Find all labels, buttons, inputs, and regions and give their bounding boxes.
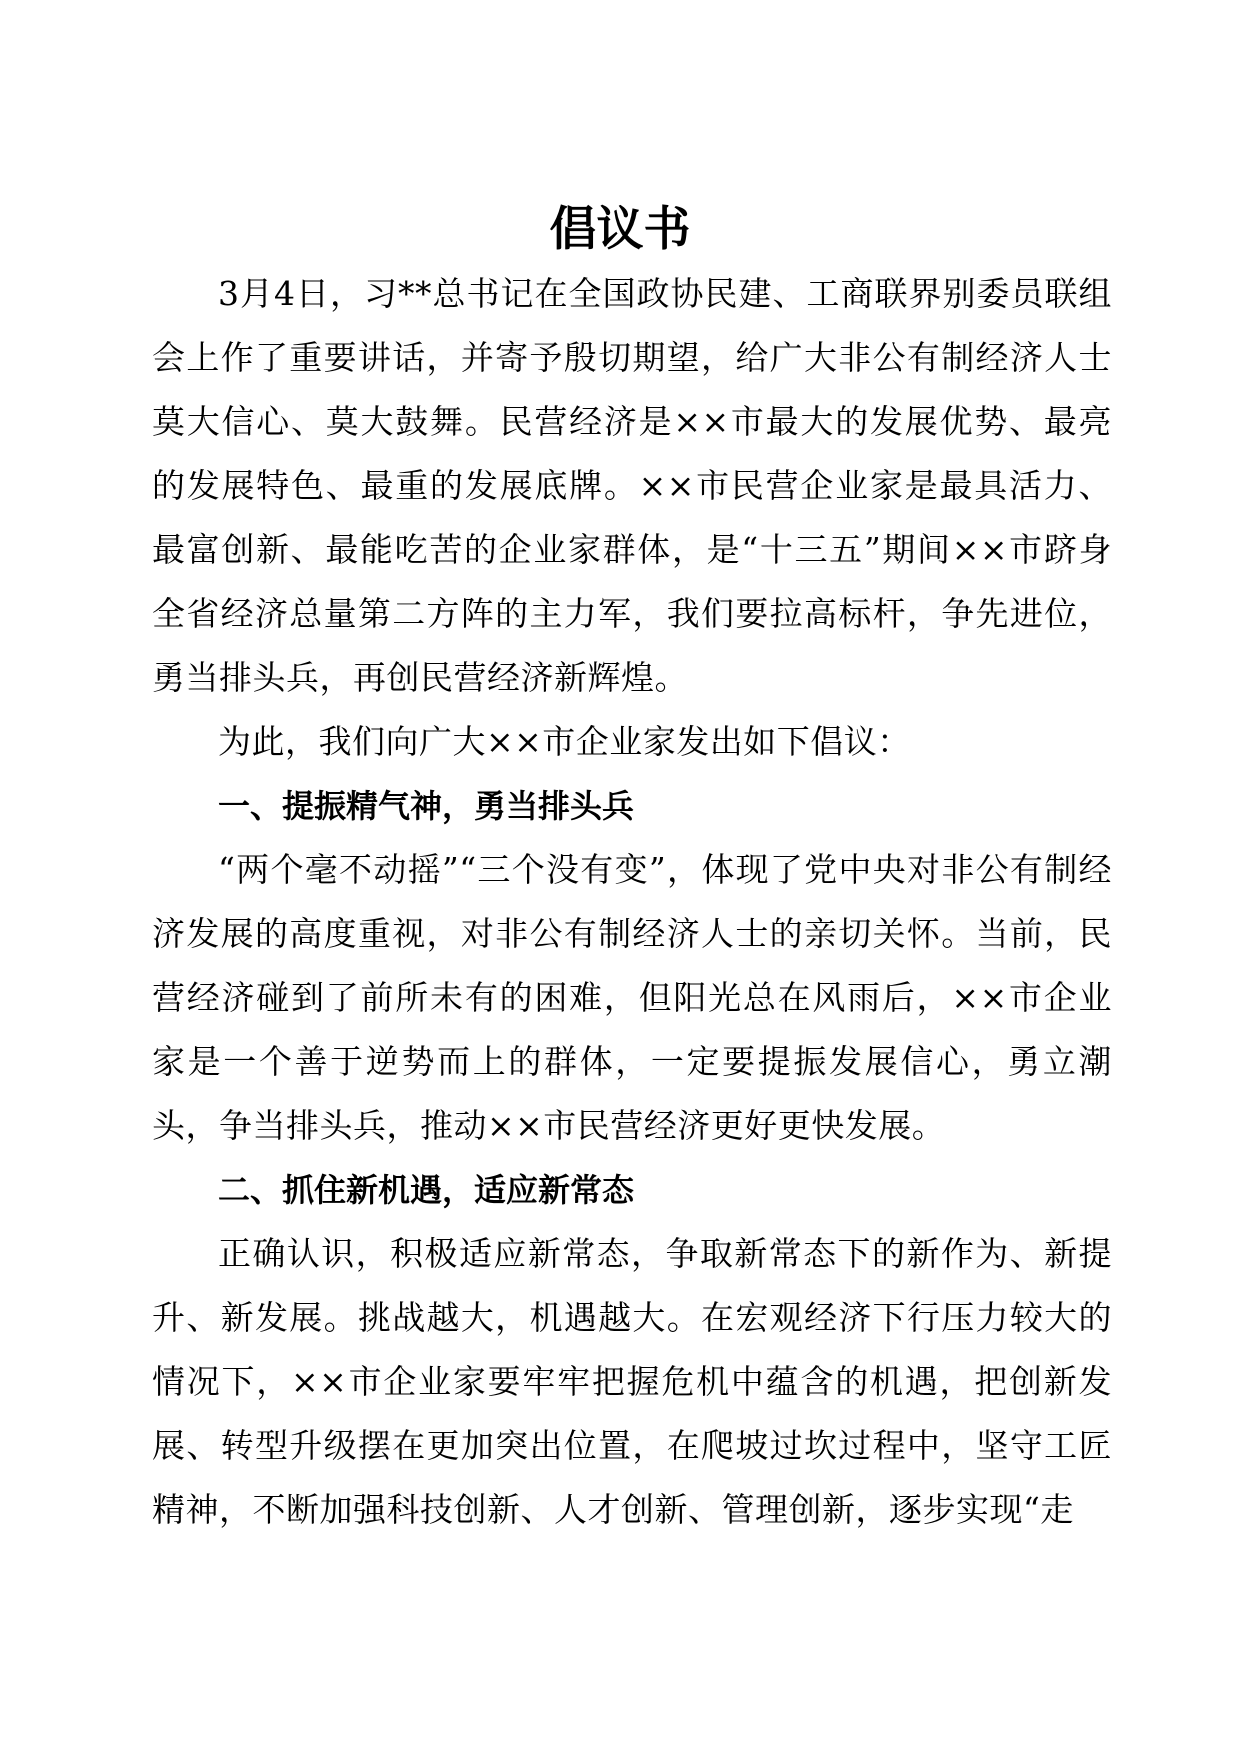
- paragraph-section-1: “两个毫不动摇”“三个没有变”，体现了党中央对非公有制经济发展的高度重视，对非公有制经济人士的亲切关怀。当前，民营经济碰到了前所未有的困难，但阳光总在风雨后，××市企业家是一个善于逆势而上的群体，一定要提振发展信心，勇立潮头，争当排头兵，推动××市民营经济更好更快发展。: [152, 850, 1112, 1145]
- paragraph-intro: 3月4日，习**总书记在全国政协民建、工商联界别委员联组会上作了重要讲话，并寄予殷切期望，给广大非公有制经济人士莫大信心、莫大鼓舞。民营经济是××市最大的发展优势、最亮的发展特色、最重的发展底牌。××市民营企业家是最具活力、最富创新、最能吃苦的企业家群体，是“十三五”期间××市跻身全省经济总量第二方阵的主力军，我们要拉高标杆，争先进位，勇当排头兵，再创民营经济新辉煌。: [152, 274, 1112, 697]
- section-heading-2: 二、抓住新机遇，适应新常态: [218, 1171, 635, 1209]
- section-heading-1: 一、提振精气神，勇当排头兵: [218, 787, 635, 825]
- document-body: [152, 262, 1112, 1542]
- paragraph-proposal-lead: 为此，我们向广大××市企业家发出如下倡议：: [218, 722, 911, 761]
- document-title: 倡议书: [549, 202, 691, 257]
- paragraph-section-2: 正确认识，积极适应新常态，争取新常态下的新作为、新提升、新发展。挑战越大，机遇越大。在宏观经济下行压力较大的情况下，××市企业家要牢牢把握危机中蕴含的机遇，把创新发展、转型升级摆在更加突出位置，在爬坡过坎过程中，坚守工匠精神，不断加强科技创新、人才创新、管理创新，逐步实现“走: [152, 1234, 1112, 1529]
